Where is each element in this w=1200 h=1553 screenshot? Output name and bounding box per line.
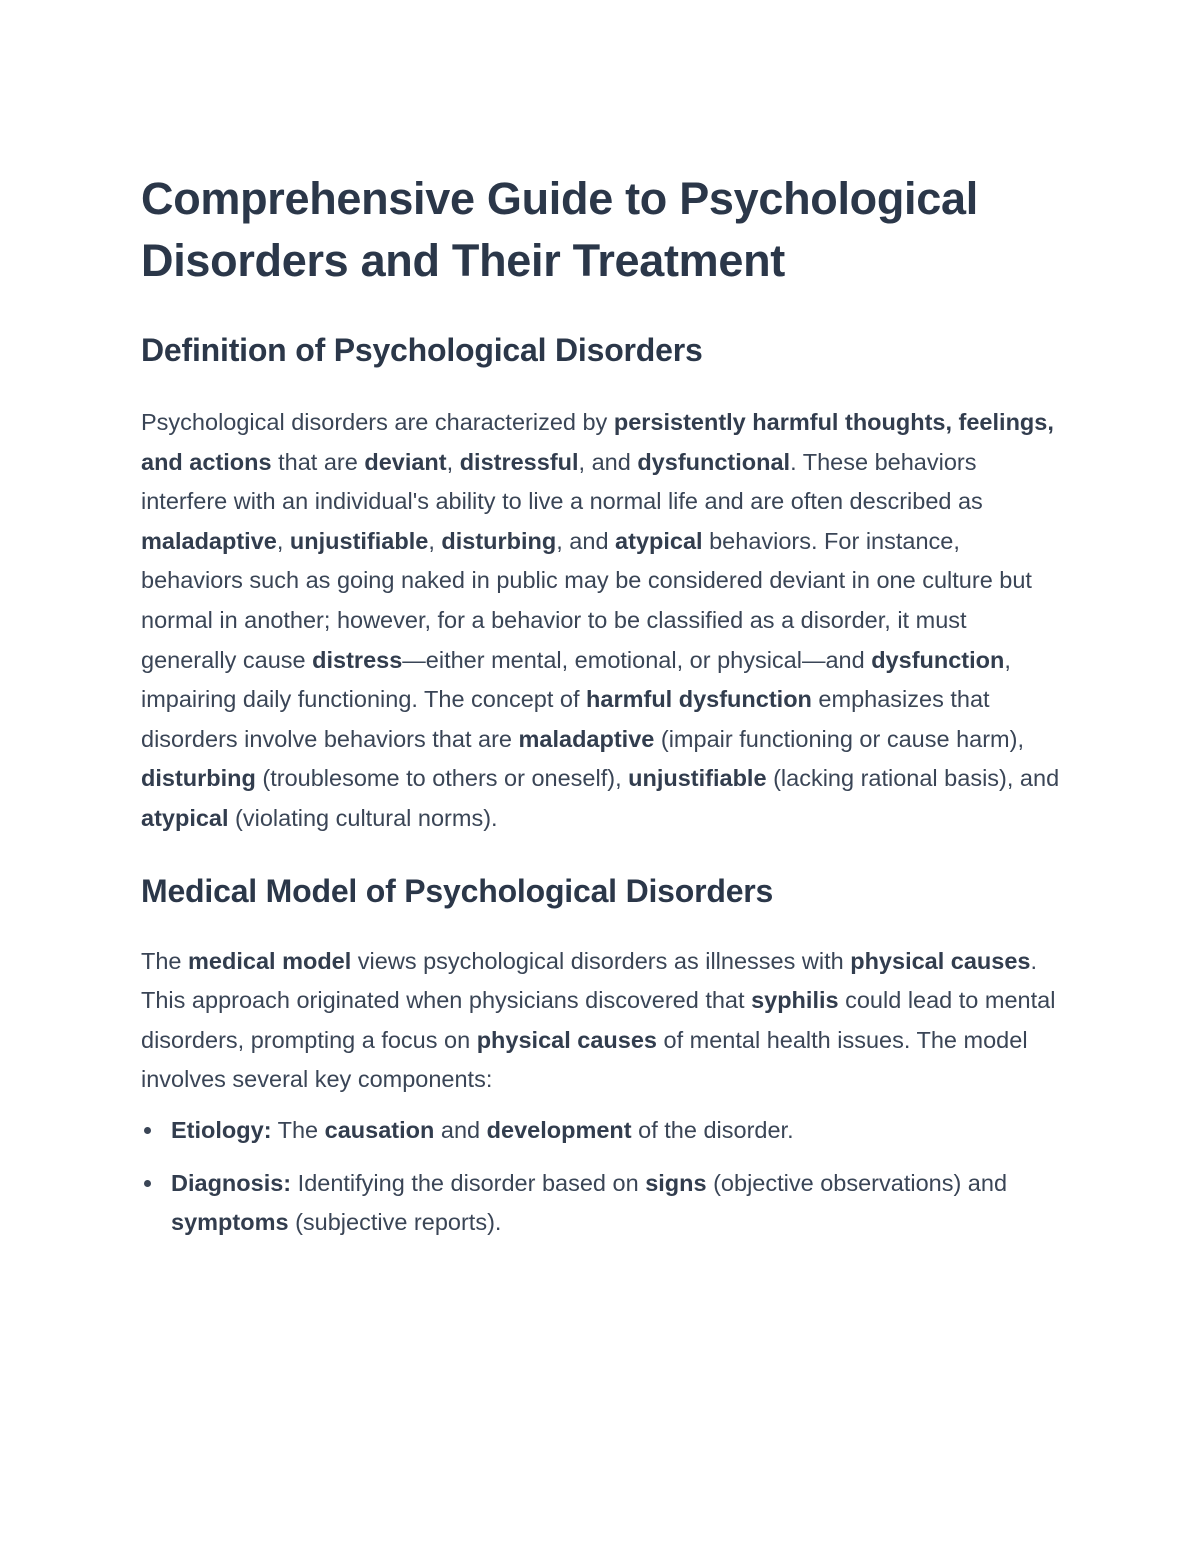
text-run: emphasizes that disorders involve behaviors that are <box>141 686 990 752</box>
text-run: views psychological disorders as illnesses with <box>351 947 851 974</box>
bold-term: symptoms <box>171 1209 289 1236</box>
text-run: , and <box>556 527 616 554</box>
bold-term: physical causes <box>850 947 1031 974</box>
bullet-icon <box>144 1180 151 1187</box>
bold-term: disturbing <box>141 765 256 792</box>
bold-term: syphilis <box>751 987 839 1014</box>
text-run: The <box>141 947 189 974</box>
text-run: , impairing daily functioning. The concept of <box>141 646 1011 713</box>
text-run: of mental health issues. The model involves several key components: <box>141 1026 1028 1093</box>
document-page <box>141 168 1061 1256</box>
bold-term: dysfunction <box>871 646 1005 673</box>
list-item-label: Diagnosis: <box>171 1169 292 1196</box>
bold-term: causation <box>324 1116 435 1143</box>
bold-term: distressful <box>459 448 579 475</box>
text-run: (lacking rational basis), and <box>766 765 1060 792</box>
text-run: that are <box>271 448 365 475</box>
bold-term: physical causes <box>476 1026 657 1053</box>
text-run: Identifying the disorder based on <box>291 1169 646 1196</box>
bold-term: maladaptive <box>141 527 277 554</box>
text-run: (objective observations) and <box>706 1169 1008 1196</box>
bold-term: medical model <box>188 947 352 974</box>
list-item <box>141 1164 1061 1243</box>
section-heading-medical-model: Medical Model of Psychological Disorders <box>141 872 774 909</box>
bold-term: atypical <box>141 804 229 831</box>
list-item <box>141 1111 1061 1151</box>
paragraph-definition <box>141 403 1061 839</box>
paragraph-medical-model <box>141 942 1061 1100</box>
bold-term: unjustifiable <box>628 765 767 792</box>
text-run: could lead to mental disorders, prompting a focus on <box>141 987 1056 1053</box>
text-run: —either mental, emotional, or physical—and <box>402 646 872 673</box>
text-run: , <box>276 527 290 554</box>
bold-term: dysfunctional <box>637 448 791 475</box>
list-item-label: Etiology: <box>171 1116 272 1143</box>
bold-term: maladaptive <box>518 725 655 752</box>
bold-term: disturbing <box>441 527 557 554</box>
bold-term: harmful dysfunction <box>586 686 812 713</box>
text-run: , <box>446 448 460 475</box>
text-run: of the disorder. <box>631 1116 794 1143</box>
text-run: (impair functioning or cause harm), <box>654 725 1024 752</box>
page-title: Comprehensive Guide to Psychological Disorders and Their Treatment <box>141 173 978 286</box>
section-heading-definition: Definition of Psychological Disorders <box>141 332 703 368</box>
text-run: (violating cultural norms). <box>228 804 498 831</box>
bold-term: unjustifiable <box>289 527 429 554</box>
components-list <box>141 1111 1061 1243</box>
bold-term: development <box>486 1116 632 1143</box>
text-run: . This approach originated when physicians discovered that <box>141 947 1038 1014</box>
bullet-icon <box>144 1127 151 1134</box>
bold-term: signs <box>645 1169 707 1196</box>
text-run: (troublesome to others or oneself), <box>255 765 629 792</box>
text-run: Psychological disorders are characterized by <box>141 409 614 435</box>
text-run: behaviors. For instance, behaviors such as going naked in public may be considered deviant in one culture but normal in another; however, for a behavior to be classified as a disorder, it must generally cause <box>141 527 1032 673</box>
text-run: (subjective reports). <box>288 1209 502 1236</box>
bold-term: distress <box>312 646 403 673</box>
text-run: , and <box>578 448 638 475</box>
bold-term: atypical <box>615 527 703 554</box>
bold-term: persistently harmful thoughts, feelings, and actions <box>141 409 1054 475</box>
bold-term: deviant <box>364 448 447 475</box>
text-run: . These behaviors interfere with an individual's ability to live a normal life and are often described as <box>141 448 983 515</box>
text-run: and <box>434 1116 487 1143</box>
text-run: The <box>271 1116 325 1143</box>
text-run: , <box>428 527 442 554</box>
